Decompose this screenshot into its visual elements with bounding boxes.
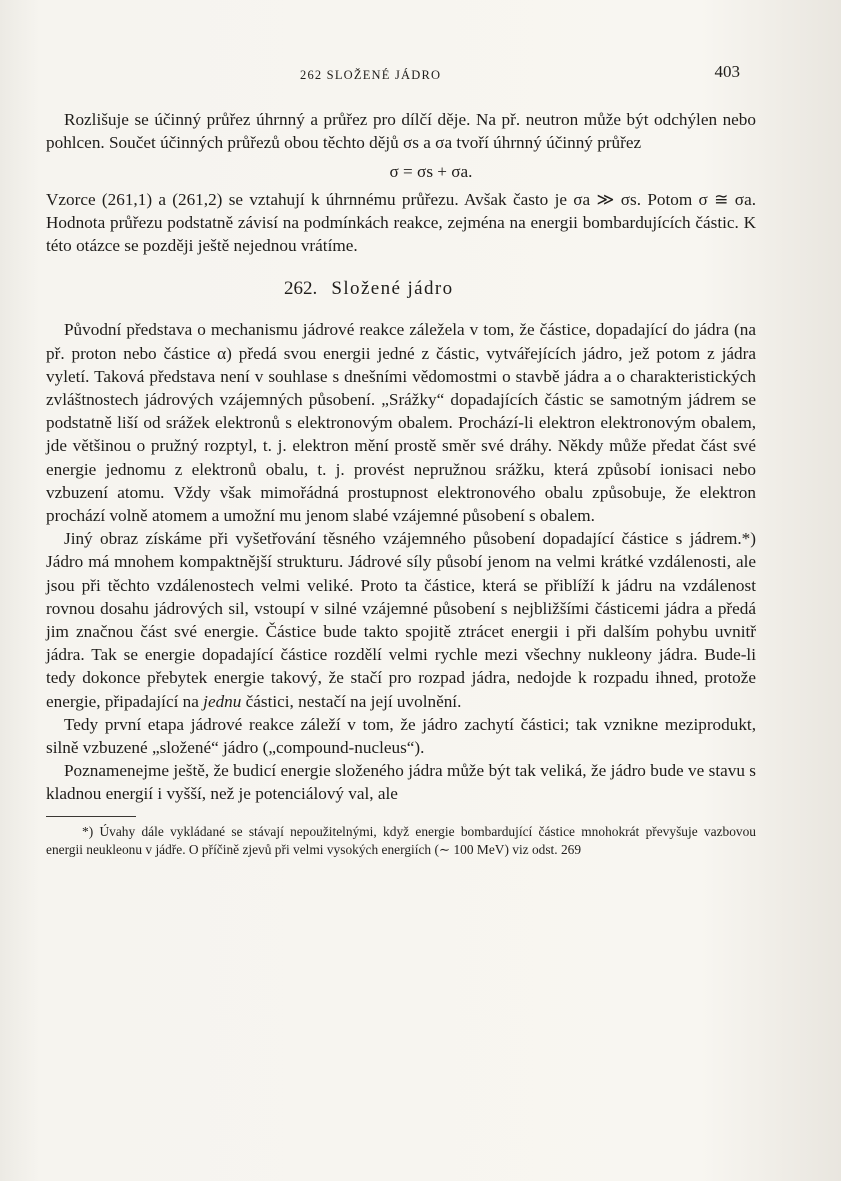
paragraph-text-end: částici, nestačí na její uvolnění. (245, 691, 462, 711)
section-number: 262. (284, 278, 318, 300)
paragraph-text: Jiný obraz získáme při vyšetřování těsného vzájemného působení dopadající částice s jádrem.*) Jádro má mnohem kompaktnější strukturu. Jádrové síly působí jenom na velmi krátké vzdálenosti, ale jsou při těchto vzdálenostech velmi veliké. Proto ta částice, která se přiblíží k jádru na vzdálenost rovnou dosahu jádrových sil, vstoupí v silné vzájemné působení s nejbližšími částicemi jádra a předá jim značnou část své energie. Částice bude takto spojitě ztrácet energii i při dalším pohybu uvnitř jádra. Tak se energie dopadající částice rozdělí velmi rychle mezi všechny nukleony jádra. Bude-li tedy dokonce přebytek energie takový, že stačí pro rozpad jádra, nedojde k rozpadu ihned, protože energie, připadající na (46, 529, 756, 711)
formula-total-cross-section: σ = σs + σa. (389, 162, 473, 182)
paragraph-original-idea: Původní představa o mechanismu jádrové reakce záležela v tom, že částice, dopadající do jádra (na př. proton nebo částice α) předá svou energii jedné z částic, vytvářejících jádro, jež potom z jádra vyletí. Taková představa není v souhlase s dnešními vědomostmi o stavbě jádra a o charakteristických zvláštnostech jádrových vzájemných působení. „Srážky“ dopadajících částic se samotným jádrem se podstatně liší od srážek elektronů s elektronovým obalem. Prochází-li elektron elektronovým obalem, jde většinou o pružný rozptyl, t. j. elektron mění prostě směr své dráhy. Někdy může předat část své energie jednomu z elektronů obalu, t. j. provést nepružnou srážku, která způsobí ionisaci nebo vzbuzení atomu. Vždy však mimořádná prostupnost elektronového obalu způsobuje, že elektron prochází volně atomem a umožní mu jenom slabé vzájemné působení s obalem. (46, 320, 756, 526)
paragraph-formulas-reference: Vzorce (261,1) a (261,2) se vztahují k úhrnnému průřezu. Avšak často je σa ≫ σs. Potom σ ≅ σa. Hodnota průřezu podstatně závisí na podmínkách reakce, zejména na energii bombardujících částic. K této otázce se později ještě nejednou vrátíme. (46, 189, 756, 256)
italic-word: jednu (203, 691, 242, 711)
footnote-divider (46, 816, 136, 817)
footnote (46, 823, 756, 859)
paragraph-first-stage: Tedy první etapa jádrové reakce záleží v tom, že jádro zachytí částici; tak vznikne meziprodukt, silně vzbuzené „složené“ jádro („compound-nucleus“). (46, 714, 756, 758)
footnote-mark: *) (82, 823, 94, 839)
footnote-text: Úvahy dále vykládané se stávají nepoužitelnými, když energie bombardující částice mnohokrát převyšuje vazbovou energii neukleonu v jádře. O příčině zjevů při velmi vysokých energiích (∼ 100 MeV) viz odst. 269 (46, 823, 756, 857)
paragraph-cross-sections: Rozlišuje se účinný průřez úhrnný a průřez pro dílčí děje. Na př. neutron může být odchýlen nebo pohlcen. Součet účinných průřezů obou těchto dějů σs a σa tvoří úhrnný účinný průřez (46, 110, 756, 153)
section-title: Složené jádro (331, 278, 454, 300)
body-text (46, 108, 756, 859)
paragraph-nucleus-interaction (46, 527, 756, 713)
paragraph-excitation-energy: Poznamenejme ještě, že budicí energie složeného jádra může být tak veliká, že jádro bude ve stavu s kladnou energií i vyšší, než je potenciálový val, ale (46, 761, 756, 804)
running-head: 262 SLOŽENÉ JÁDRO (300, 68, 442, 82)
section-heading (46, 277, 756, 300)
page-number: 403 (714, 62, 740, 81)
page-header (300, 62, 740, 86)
